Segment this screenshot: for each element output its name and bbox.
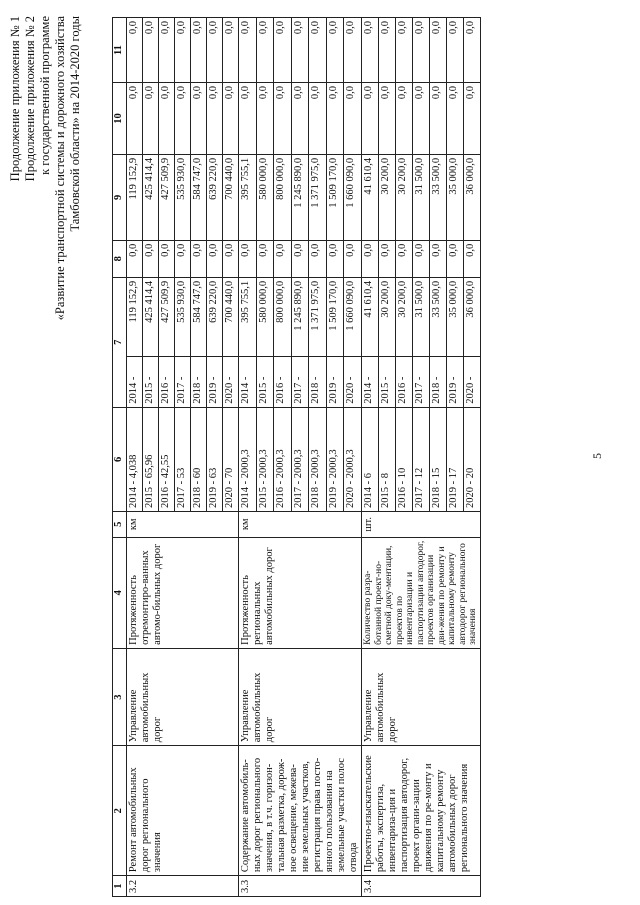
federal-budget: 0,0 — [309, 240, 327, 277]
local-budget: 0,0 — [378, 83, 395, 155]
header-line-2: Продолжение приложения № 2 — [23, 16, 37, 182]
header-line-1: Продолжение приложения № 1 — [8, 16, 22, 182]
funding-total: 31 500,0 — [412, 277, 429, 356]
indicator-value: 2014 - 4,038 — [127, 407, 143, 511]
funding-year: 2017 - — [175, 356, 191, 407]
federal-budget: 0,0 — [291, 240, 309, 277]
funding-total: 427 509,9 — [159, 277, 175, 356]
local-budget: 0,0 — [256, 83, 274, 155]
other-sources: 0,0 — [274, 18, 292, 83]
other-sources: 0,0 — [223, 18, 239, 83]
col-header-2: 2 — [113, 746, 127, 876]
measure-name: Содержание автомобиль-ных дорог регионального значения, в т.ч. горизон-тальная разметка, дорож-ное освещение, межева-ние земельных участков, регистрация права посто-янного пользования на земельные участки полос отвода — [239, 746, 362, 876]
indicator-value: 2020 - 20 — [463, 407, 480, 511]
funding-year: 2014 - — [127, 356, 143, 407]
regional-budget: 639 220,0 — [207, 154, 223, 240]
indicator-value: 2017 - 2000,3 — [291, 407, 309, 511]
local-budget: 0,0 — [223, 83, 239, 155]
federal-budget: 0,0 — [159, 240, 175, 277]
regional-budget: 35 000,0 — [446, 154, 463, 240]
header-line-4: «Развитие транспортной системы и дорожного хозяйства — [53, 16, 67, 321]
local-budget: 0,0 — [159, 83, 175, 155]
indicator-value: 2015 - 2000,3 — [256, 407, 274, 511]
regional-budget: 535 930,0 — [175, 154, 191, 240]
regional-budget: 1 245 890,0 — [291, 154, 309, 240]
regional-budget: 41 610,4 — [362, 154, 379, 240]
table-body — [127, 18, 481, 897]
funding-total: 1 509 170,0 — [326, 277, 344, 356]
executor: Управление автомобильных дорог — [239, 648, 362, 745]
regional-budget: 36 000,0 — [463, 154, 480, 240]
funding-total: 535 930,0 — [175, 277, 191, 356]
indicator-value: 2014 - 2000,3 — [239, 407, 257, 511]
funding-year: 2016 - — [274, 356, 292, 407]
federal-budget: 0,0 — [344, 240, 362, 277]
other-sources: 0,0 — [207, 18, 223, 83]
funding-year: 2017 - — [291, 356, 309, 407]
local-budget: 0,0 — [127, 83, 143, 155]
col-header-9: 9 — [113, 154, 127, 240]
funding-year: 2018 - — [191, 356, 207, 407]
regional-budget: 584 747,0 — [191, 154, 207, 240]
funding-total: 30 200,0 — [395, 277, 412, 356]
federal-budget: 0,0 — [429, 240, 446, 277]
funding-year: 2020 - — [344, 356, 362, 407]
regional-budget: 800 000,0 — [274, 154, 292, 240]
unit: шт. — [362, 512, 481, 538]
other-sources: 0,0 — [326, 18, 344, 83]
funding-total: 580 000,0 — [256, 277, 274, 356]
local-budget: 0,0 — [207, 83, 223, 155]
regional-budget: 427 509,9 — [159, 154, 175, 240]
federal-budget: 0,0 — [175, 240, 191, 277]
local-budget: 0,0 — [274, 83, 292, 155]
local-budget: 0,0 — [309, 83, 327, 155]
funding-year: 2015 - — [378, 356, 395, 407]
col-header-10: 10 — [113, 83, 127, 155]
federal-budget: 0,0 — [207, 240, 223, 277]
other-sources: 0,0 — [446, 18, 463, 83]
indicator: Протяженность отремонтиро-ванных автомо-бильных дорог — [127, 537, 239, 648]
indicator-value: 2017 - 12 — [412, 407, 429, 511]
other-sources: 0,0 — [191, 18, 207, 83]
funding-total: 30 200,0 — [378, 277, 395, 356]
indicator-value: 2016 - 10 — [395, 407, 412, 511]
regional-budget: 1 509 170,0 — [326, 154, 344, 240]
header-line-5: Тамбовской области» на 2014-2020 годы — [68, 16, 82, 232]
funding-year: 2020 - — [463, 356, 480, 407]
executor: Управление автомобильных дорог — [362, 648, 481, 745]
other-sources: 0,0 — [395, 18, 412, 83]
local-budget: 0,0 — [362, 83, 379, 155]
federal-budget: 0,0 — [274, 240, 292, 277]
col-header-11: 11 — [113, 18, 127, 83]
measure-name: Проектно-изыскательские работы, экспертиза, инвентариза-ция и паспортизация автодорог, проект органи-зации движения по ре-монту и капитальному ремонту автомобильных дорог регионального значения — [362, 746, 481, 876]
funding-year: 2020 - — [223, 356, 239, 407]
funding-total: 639 220,0 — [207, 277, 223, 356]
funding-year: 2018 - — [429, 356, 446, 407]
regional-budget: 1 371 975,0 — [309, 154, 327, 240]
program-table — [112, 17, 481, 897]
funding-total: 395 755,1 — [239, 277, 257, 356]
funding-year: 2018 - — [309, 356, 327, 407]
table-row — [239, 18, 257, 897]
regional-budget: 119 152,9 — [127, 154, 143, 240]
indicator-value: 2019 - 17 — [446, 407, 463, 511]
regional-budget: 580 000,0 — [256, 154, 274, 240]
funding-total: 41 610,4 — [362, 277, 379, 356]
federal-budget: 0,0 — [463, 240, 480, 277]
regional-budget: 1 660 090,0 — [344, 154, 362, 240]
other-sources: 0,0 — [463, 18, 480, 83]
local-budget: 0,0 — [239, 83, 257, 155]
funding-total: 800 000,0 — [274, 277, 292, 356]
indicator-value: 2014 - 6 — [362, 407, 379, 511]
regional-budget: 425 414,4 — [143, 154, 159, 240]
table-row — [127, 18, 143, 897]
other-sources: 0,0 — [378, 18, 395, 83]
regional-budget: 33 500,0 — [429, 154, 446, 240]
local-budget: 0,0 — [191, 83, 207, 155]
regional-budget: 30 200,0 — [395, 154, 412, 240]
unit: км — [127, 512, 239, 538]
other-sources: 0,0 — [309, 18, 327, 83]
indicator-value: 2018 - 2000,3 — [309, 407, 327, 511]
col-header-7: 7 — [113, 277, 127, 407]
funding-total: 1 371 975,0 — [309, 277, 327, 356]
col-header-6: 6 — [113, 407, 127, 511]
funding-year: 2019 - — [446, 356, 463, 407]
indicator-value: 2018 - 60 — [191, 407, 207, 511]
executor: Управление автомобильных дорог — [127, 648, 239, 745]
funding-year: 2014 - — [362, 356, 379, 407]
federal-budget: 0,0 — [446, 240, 463, 277]
other-sources: 0,0 — [175, 18, 191, 83]
row-number: 3.2 — [127, 876, 239, 897]
funding-total: 36 000,0 — [463, 277, 480, 356]
other-sources: 0,0 — [143, 18, 159, 83]
federal-budget: 0,0 — [395, 240, 412, 277]
other-sources: 0,0 — [256, 18, 274, 83]
funding-total: 35 000,0 — [446, 277, 463, 356]
indicator-value: 2015 - 8 — [378, 407, 395, 511]
row-number: 3.3 — [239, 876, 362, 897]
other-sources: 0,0 — [429, 18, 446, 83]
page-number: 5 — [590, 453, 604, 459]
col-header-4: 4 — [113, 537, 127, 648]
indicator: Количество разра-ботанной проект-но-сметной доку-ментации, проектов по инвентаризации и паспортизации автодорог, проектов организации дви-жения по ремонту и капитальному ремонту автодорог регионального значения — [362, 537, 481, 648]
col-header-5: 5 — [113, 512, 127, 538]
funding-year: 2016 - — [395, 356, 412, 407]
federal-budget: 0,0 — [191, 240, 207, 277]
other-sources: 0,0 — [412, 18, 429, 83]
other-sources: 0,0 — [344, 18, 362, 83]
document-header — [8, 16, 83, 320]
federal-budget: 0,0 — [362, 240, 379, 277]
regional-budget: 30 200,0 — [378, 154, 395, 240]
table-row — [362, 18, 379, 897]
funding-year: 2019 - — [207, 356, 223, 407]
federal-budget: 0,0 — [326, 240, 344, 277]
funding-total: 425 414,4 — [143, 277, 159, 356]
other-sources: 0,0 — [159, 18, 175, 83]
local-budget: 0,0 — [175, 83, 191, 155]
indicator-value: 2016 - 2000,3 — [274, 407, 292, 511]
col-header-3: 3 — [113, 648, 127, 745]
unit: км — [239, 512, 362, 538]
other-sources: 0,0 — [127, 18, 143, 83]
other-sources: 0,0 — [239, 18, 257, 83]
column-number-row — [113, 18, 127, 897]
federal-budget: 0,0 — [143, 240, 159, 277]
local-budget: 0,0 — [326, 83, 344, 155]
federal-budget: 0,0 — [378, 240, 395, 277]
federal-budget: 0,0 — [256, 240, 274, 277]
local-budget: 0,0 — [463, 83, 480, 155]
funding-total: 33 500,0 — [429, 277, 446, 356]
local-budget: 0,0 — [143, 83, 159, 155]
local-budget: 0,0 — [412, 83, 429, 155]
funding-total: 700 440,0 — [223, 277, 239, 356]
funding-year: 2015 - — [143, 356, 159, 407]
indicator-value: 2019 - 63 — [207, 407, 223, 511]
local-budget: 0,0 — [429, 83, 446, 155]
indicator-value: 2020 - 2000,3 — [344, 407, 362, 511]
federal-budget: 0,0 — [127, 240, 143, 277]
funding-total: 584 747,0 — [191, 277, 207, 356]
funding-year: 2016 - — [159, 356, 175, 407]
indicator-value: 2017 - 53 — [175, 407, 191, 511]
indicator-value: 2018 - 15 — [429, 407, 446, 511]
row-number: 3.4 — [362, 876, 481, 897]
measure-name: Ремонт автомобильных дорог регионального значения — [127, 746, 239, 876]
other-sources: 0,0 — [291, 18, 309, 83]
funding-year: 2017 - — [412, 356, 429, 407]
funding-total: 1 660 090,0 — [344, 277, 362, 356]
funding-year: 2019 - — [326, 356, 344, 407]
local-budget: 0,0 — [291, 83, 309, 155]
col-header-1: 1 — [113, 876, 127, 897]
header-line-3: к государственной программе — [38, 16, 52, 175]
funding-total: 1 245 890,0 — [291, 277, 309, 356]
regional-budget: 31 500,0 — [412, 154, 429, 240]
federal-budget: 0,0 — [412, 240, 429, 277]
local-budget: 0,0 — [446, 83, 463, 155]
federal-budget: 0,0 — [223, 240, 239, 277]
local-budget: 0,0 — [344, 83, 362, 155]
regional-budget: 700 440,0 — [223, 154, 239, 240]
indicator-value: 2019 - 2000,3 — [326, 407, 344, 511]
funding-total: 119 152,9 — [127, 277, 143, 356]
funding-year: 2015 - — [256, 356, 274, 407]
funding-year: 2014 - — [239, 356, 257, 407]
col-header-8: 8 — [113, 240, 127, 277]
indicator-value: 2015 - 65,96 — [143, 407, 159, 511]
regional-budget: 395 755,1 — [239, 154, 257, 240]
other-sources: 0,0 — [362, 18, 379, 83]
indicator-value: 2020 - 70 — [223, 407, 239, 511]
federal-budget: 0,0 — [239, 240, 257, 277]
indicator-value: 2016 - 42,55 — [159, 407, 175, 511]
indicator: Протяженность региональных автомобильных дорог — [239, 537, 362, 648]
local-budget: 0,0 — [395, 83, 412, 155]
